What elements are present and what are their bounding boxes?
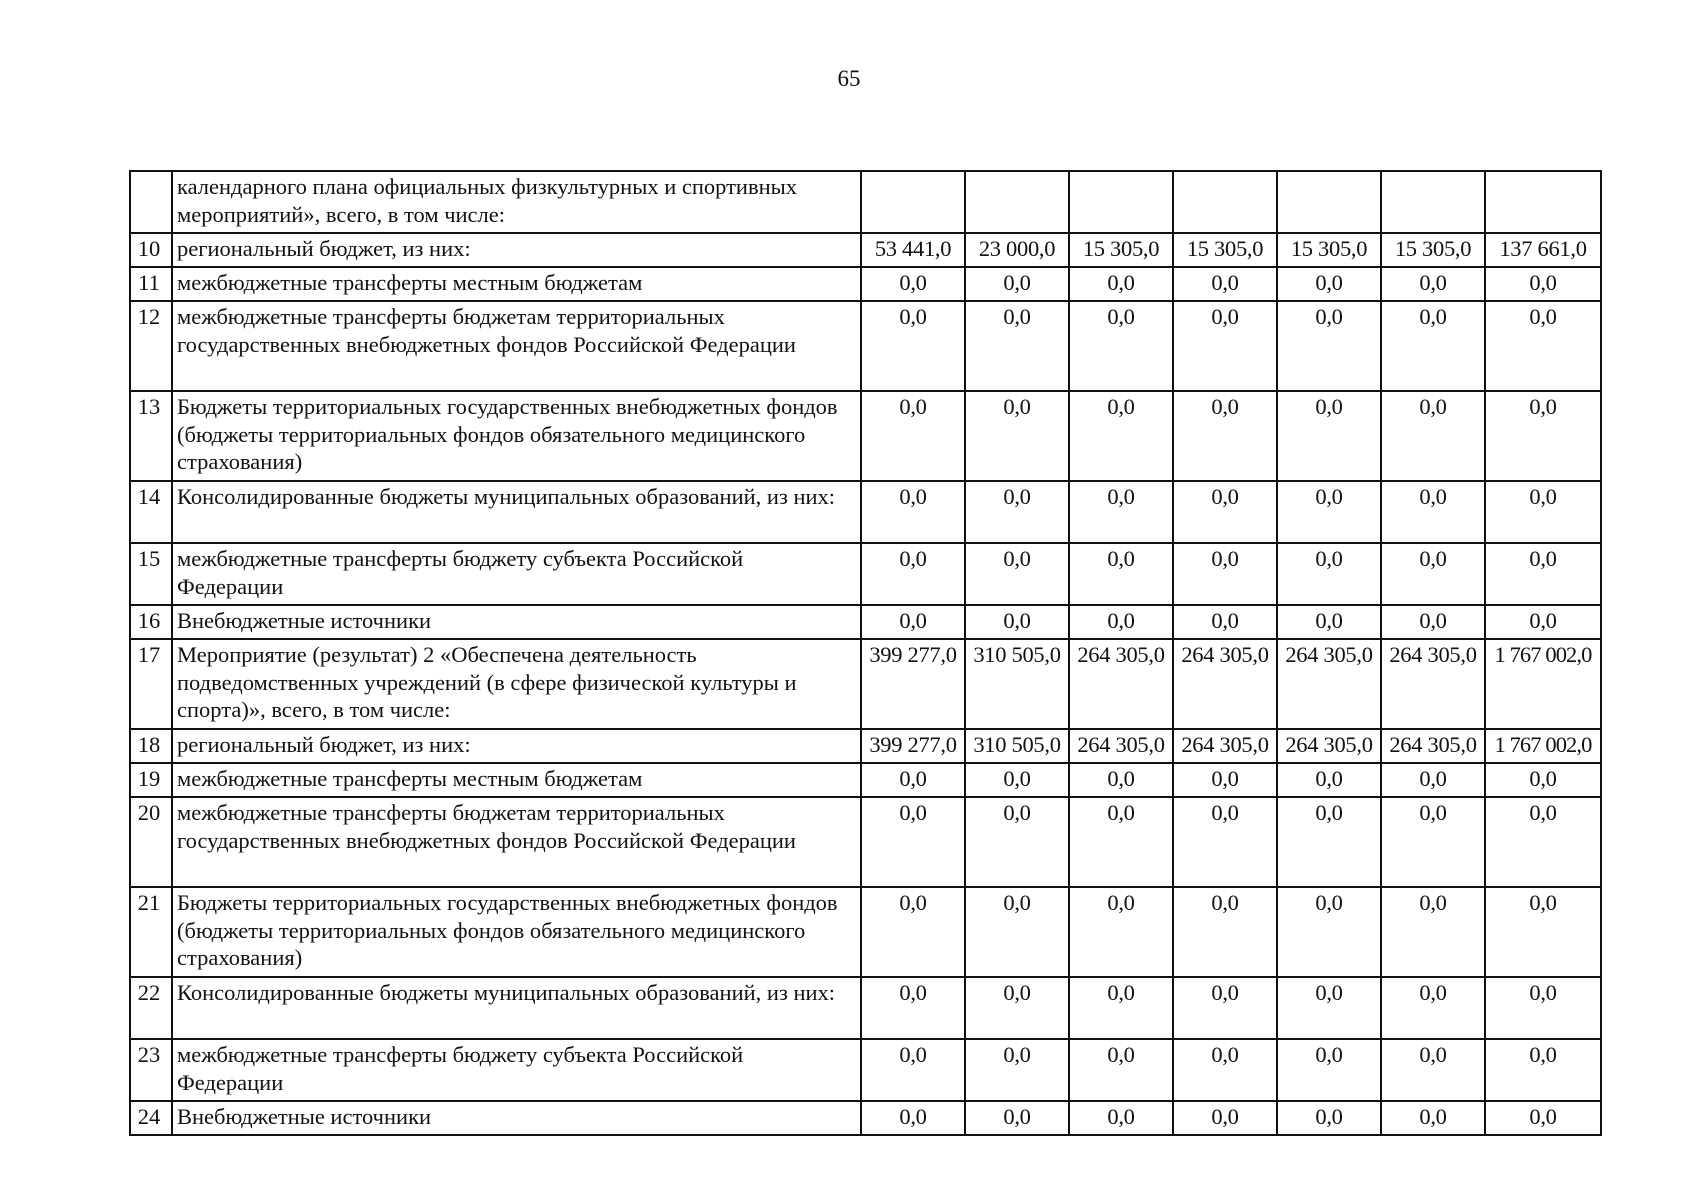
value-cell: 0,0	[965, 481, 1069, 543]
value-cell: 0,0	[1173, 977, 1277, 1039]
value-cell: 0,0	[1485, 301, 1601, 391]
value-cell: 0,0	[1381, 977, 1485, 1039]
value-cell: 0,0	[1173, 797, 1277, 887]
value-cell: 15 305,0	[1069, 233, 1173, 267]
value-cell	[861, 171, 965, 233]
table-row	[130, 233, 1601, 267]
value-cell	[1069, 171, 1173, 233]
table-body	[130, 171, 1601, 1135]
value-cell	[1173, 171, 1277, 233]
value-cell: 0,0	[1069, 543, 1173, 605]
value-cell: 0,0	[1277, 887, 1381, 977]
row-description-cell: межбюджетные трансферты бюджетам территориальных государственных внебюджетных фондов Российской Федерации	[172, 301, 861, 391]
row-number-cell: 15	[130, 543, 172, 605]
row-description-cell: Внебюджетные источники	[172, 605, 861, 639]
value-cell: 0,0	[1277, 301, 1381, 391]
value-cell	[965, 171, 1069, 233]
value-cell: 0,0	[1277, 797, 1381, 887]
value-cell: 0,0	[1069, 1039, 1173, 1101]
value-cell: 399 277,0	[861, 729, 965, 763]
row-description-cell: межбюджетные трансферты бюджету субъекта Российской Федерации	[172, 1039, 861, 1101]
row-number-cell: 23	[130, 1039, 172, 1101]
value-cell: 0,0	[1173, 763, 1277, 797]
row-number-cell: 10	[130, 233, 172, 267]
value-cell: 0,0	[1485, 391, 1601, 481]
table-row	[130, 543, 1601, 605]
value-cell: 0,0	[1069, 605, 1173, 639]
table-row	[130, 267, 1601, 301]
value-cell: 0,0	[1485, 1101, 1601, 1135]
value-cell: 0,0	[1277, 267, 1381, 301]
value-cell: 0,0	[1069, 887, 1173, 977]
table-row	[130, 1039, 1601, 1101]
value-cell: 0,0	[1173, 605, 1277, 639]
row-number-cell: 14	[130, 481, 172, 543]
value-cell: 0,0	[1173, 887, 1277, 977]
row-description-cell: межбюджетные трансферты местным бюджетам	[172, 267, 861, 301]
row-number-cell	[130, 171, 172, 233]
value-cell: 0,0	[1173, 481, 1277, 543]
row-number-cell: 18	[130, 729, 172, 763]
value-cell: 0,0	[861, 1101, 965, 1135]
value-cell: 0,0	[861, 797, 965, 887]
page-number: 65	[837, 66, 861, 91]
value-cell: 0,0	[1277, 1039, 1381, 1101]
row-number-cell: 24	[130, 1101, 172, 1135]
value-cell: 0,0	[965, 301, 1069, 391]
value-cell: 0,0	[1069, 267, 1173, 301]
value-cell: 0,0	[965, 977, 1069, 1039]
value-cell: 0,0	[861, 887, 965, 977]
row-description-cell: межбюджетные трансферты бюджету субъекта Российской Федерации	[172, 543, 861, 605]
value-cell: 264 305,0	[1277, 639, 1381, 729]
row-description-cell: Бюджеты территориальных государственных внебюджетных фондов (бюджеты территориальных фондов обязательного медицинского страхования)	[172, 887, 861, 977]
value-cell: 0,0	[1069, 481, 1173, 543]
value-cell: 0,0	[1381, 1101, 1485, 1135]
value-cell: 23 000,0	[965, 233, 1069, 267]
value-cell: 0,0	[1381, 543, 1485, 605]
row-description-cell: региональный бюджет, из них:	[172, 233, 861, 267]
value-cell: 0,0	[1485, 887, 1601, 977]
value-cell: 0,0	[1277, 391, 1381, 481]
value-cell: 0,0	[861, 977, 965, 1039]
row-number-cell: 17	[130, 639, 172, 729]
value-cell: 0,0	[1485, 1039, 1601, 1101]
row-description-cell: Консолидированные бюджеты муниципальных образований, из них:	[172, 977, 861, 1039]
value-cell: 0,0	[1173, 1101, 1277, 1135]
value-cell: 0,0	[1381, 1039, 1485, 1101]
value-cell: 0,0	[1069, 797, 1173, 887]
table-row	[130, 763, 1601, 797]
value-cell: 53 441,0	[861, 233, 965, 267]
value-cell: 0,0	[861, 763, 965, 797]
row-description-cell: региональный бюджет, из них:	[172, 729, 861, 763]
row-description-cell: межбюджетные трансферты бюджетам территориальных государственных внебюджетных фондов Российской Федерации	[172, 797, 861, 887]
value-cell: 0,0	[1485, 605, 1601, 639]
table-row	[130, 729, 1601, 763]
value-cell: 310 505,0	[965, 729, 1069, 763]
value-cell: 0,0	[965, 605, 1069, 639]
value-cell: 0,0	[1069, 977, 1173, 1039]
value-cell: 399 277,0	[861, 639, 965, 729]
row-number-cell: 22	[130, 977, 172, 1039]
value-cell: 0,0	[1069, 301, 1173, 391]
row-number-cell: 20	[130, 797, 172, 887]
value-cell: 15 305,0	[1173, 233, 1277, 267]
table-row	[130, 797, 1601, 887]
value-cell: 0,0	[1277, 481, 1381, 543]
value-cell: 0,0	[1485, 481, 1601, 543]
value-cell: 15 305,0	[1277, 233, 1381, 267]
table-row	[130, 481, 1601, 543]
value-cell: 0,0	[1069, 391, 1173, 481]
value-cell: 0,0	[1485, 797, 1601, 887]
value-cell: 0,0	[1381, 797, 1485, 887]
value-cell: 0,0	[1381, 481, 1485, 543]
table-row	[130, 391, 1601, 481]
value-cell: 0,0	[861, 543, 965, 605]
table-row	[130, 1101, 1601, 1135]
value-cell: 0,0	[861, 391, 965, 481]
table-row-continuation	[130, 171, 1601, 233]
value-cell: 0,0	[1173, 543, 1277, 605]
value-cell: 0,0	[1277, 977, 1381, 1039]
row-number-cell: 21	[130, 887, 172, 977]
value-cell: 0,0	[1381, 391, 1485, 481]
value-cell: 15 305,0	[1381, 233, 1485, 267]
value-cell: 0,0	[1485, 543, 1601, 605]
table-row	[130, 887, 1601, 977]
value-cell: 0,0	[965, 763, 1069, 797]
row-description-cell: Консолидированные бюджеты муниципальных образований, из них:	[172, 481, 861, 543]
value-cell: 0,0	[965, 1101, 1069, 1135]
budget-table	[129, 170, 1602, 1136]
value-cell: 0,0	[1173, 267, 1277, 301]
value-cell: 264 305,0	[1277, 729, 1381, 763]
value-cell: 0,0	[1069, 763, 1173, 797]
value-cell: 0,0	[1173, 1039, 1277, 1101]
value-cell: 0,0	[965, 543, 1069, 605]
value-cell: 0,0	[1277, 763, 1381, 797]
row-description-cell: межбюджетные трансферты местным бюджетам	[172, 763, 861, 797]
value-cell: 137 661,0	[1485, 233, 1601, 267]
value-cell: 0,0	[1069, 1101, 1173, 1135]
value-cell: 0,0	[861, 1039, 965, 1101]
value-cell: 0,0	[1277, 1101, 1381, 1135]
value-cell: 0,0	[965, 391, 1069, 481]
value-cell: 0,0	[1277, 605, 1381, 639]
value-cell: 0,0	[1381, 301, 1485, 391]
value-cell: 0,0	[861, 605, 965, 639]
value-cell: 0,0	[861, 267, 965, 301]
table-row	[130, 639, 1601, 729]
value-cell	[1381, 171, 1485, 233]
value-cell: 0,0	[965, 797, 1069, 887]
value-cell: 264 305,0	[1069, 639, 1173, 729]
value-cell: 0,0	[861, 481, 965, 543]
value-cell: 264 305,0	[1173, 729, 1277, 763]
value-cell: 0,0	[1485, 267, 1601, 301]
table-row	[130, 605, 1601, 639]
value-cell: 0,0	[1173, 391, 1277, 481]
value-cell: 0,0	[965, 1039, 1069, 1101]
value-cell: 0,0	[1381, 267, 1485, 301]
value-cell: 0,0	[1485, 763, 1601, 797]
row-number-cell: 16	[130, 605, 172, 639]
continuation-description: календарного плана официальных физкультурных и спортивных мероприятий», всего, в том числе:	[172, 171, 861, 233]
value-cell: 0,0	[1277, 543, 1381, 605]
value-cell: 0,0	[965, 887, 1069, 977]
table-row	[130, 301, 1601, 391]
value-cell: 0,0	[1381, 887, 1485, 977]
row-number-cell: 12	[130, 301, 172, 391]
value-cell: 0,0	[1485, 977, 1601, 1039]
value-cell: 0,0	[861, 301, 965, 391]
value-cell: 1 767 002,0	[1485, 639, 1601, 729]
value-cell: 264 305,0	[1069, 729, 1173, 763]
value-cell: 1 767 002,0	[1485, 729, 1601, 763]
value-cell: 264 305,0	[1381, 729, 1485, 763]
row-number-cell: 13	[130, 391, 172, 481]
row-description-cell: Внебюджетные источники	[172, 1101, 861, 1135]
value-cell: 264 305,0	[1173, 639, 1277, 729]
value-cell: 0,0	[965, 267, 1069, 301]
row-description-cell: Бюджеты территориальных государственных внебюджетных фондов (бюджеты территориальных фондов обязательного медицинского страхования)	[172, 391, 861, 481]
row-number-cell: 11	[130, 267, 172, 301]
value-cell	[1277, 171, 1381, 233]
row-description-cell: Мероприятие (результат) 2 «Обеспечена деятельность подведомственных учреждений (в сфере физической культуры и спорта)», всего, в том числе:	[172, 639, 861, 729]
row-number-cell: 19	[130, 763, 172, 797]
value-cell: 0,0	[1381, 605, 1485, 639]
value-cell: 264 305,0	[1381, 639, 1485, 729]
value-cell: 0,0	[1173, 301, 1277, 391]
value-cell	[1485, 171, 1601, 233]
value-cell: 310 505,0	[965, 639, 1069, 729]
value-cell: 0,0	[1381, 763, 1485, 797]
table-row	[130, 977, 1601, 1039]
